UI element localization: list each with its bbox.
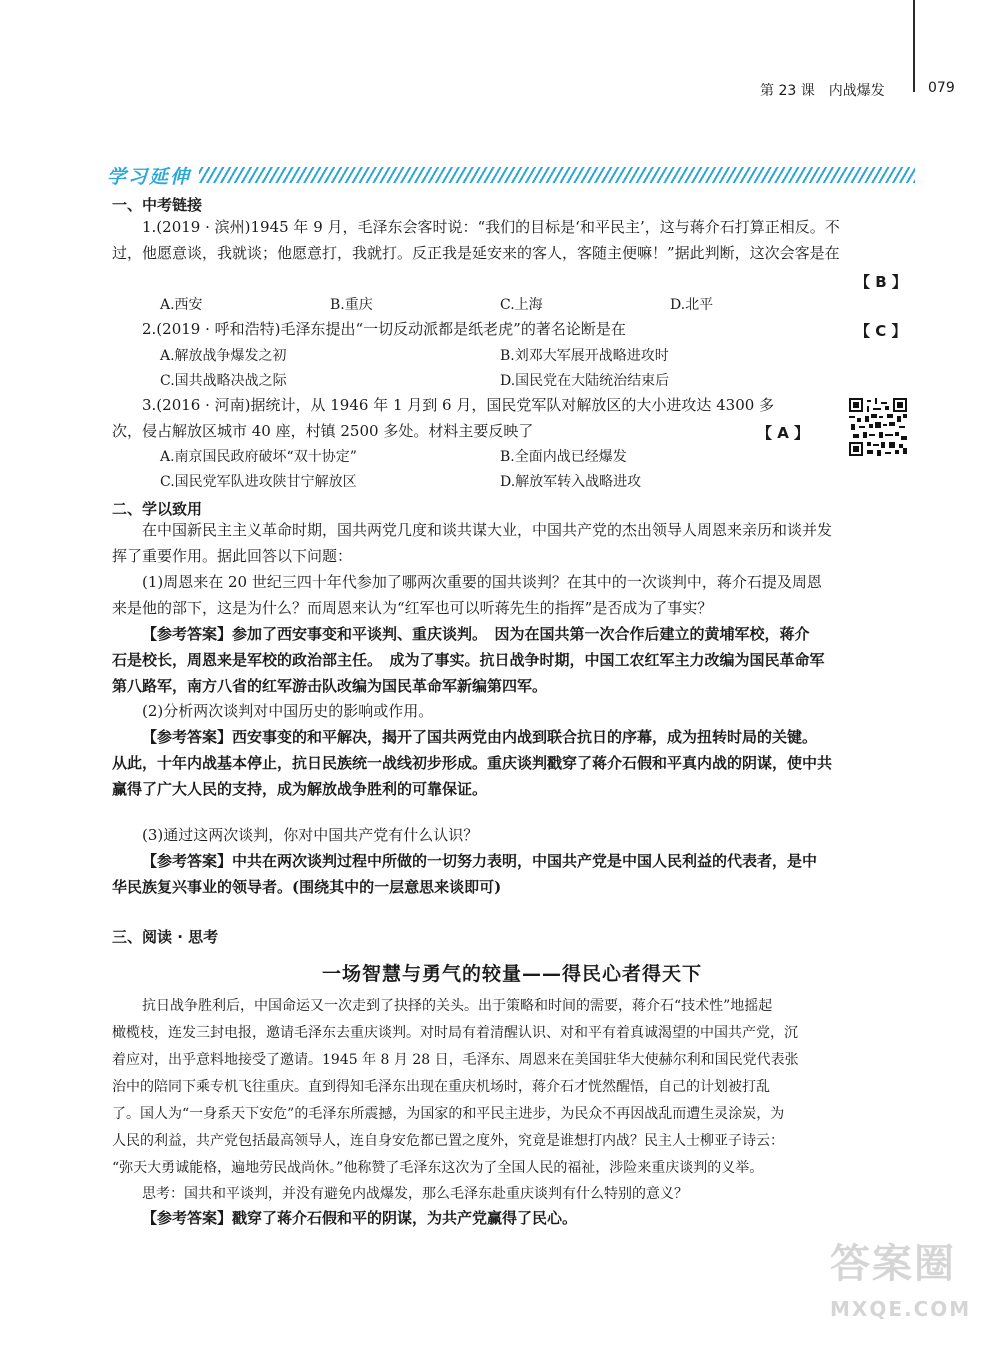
s2-answer2-line1: 【参考答案】西安事变的和平解决，揭开了国共两党由内战到联合抗日的序幕，成为扭转时局的关键。 <box>142 728 818 746</box>
q3-option-b: B.全面内战已经爆发 <box>500 449 627 465</box>
section2-heading: 二、学以致用 <box>112 500 203 518</box>
reading-line: 了。国人为“一身系天下安危”的毛泽东所震撼，为国家的和平民主进步，为民众不再因战乱而遭生灵涂炭，为 <box>112 1106 785 1122</box>
q1-line2: 过，他愿意谈，我就谈；他愿意打，我就打。反正我是延安来的客人，客随主便嘛！”据此判断，这次会客是在 <box>112 244 840 262</box>
reading-line: “弥天大勇诚能格，遍地劳民战尚休。”他称赞了毛泽东这次为了全国人民的福祉，涉险来重庆谈判的义举。 <box>112 1160 764 1176</box>
q2-option-c: C.国共战略决战之际 <box>160 373 287 389</box>
q1-option-d: D.北平 <box>670 297 714 313</box>
reading-think-question: 思考：国共和平谈判，并没有避免内战爆发，那么毛泽东赴重庆谈判有什么特别的意义？ <box>142 1186 688 1202</box>
s2-answer1-line2: 石是校长，周恩来是军校的政治部主任。 成为了事实。抗日战争时期，中国工农红军主力改编为国民革命军 <box>112 651 825 669</box>
q1-option-c: C.上海 <box>500 297 543 313</box>
s2-question1-line2: 来是他的部下，这是为什么？而周恩来认为“红军也可以听蒋先生的指挥”是否成为了事实？ <box>112 599 713 617</box>
section3-heading: 三、阅读 · 思考 <box>112 928 219 946</box>
q3-line1: 3.(2016 · 河南)据统计，从 1946 年 1 月到 6 月，国民党军队对解放区的大小进攻达 4300 多 <box>142 396 775 414</box>
s2-answer2-line2: 从此，十年内战基本停止，抗日民族统一战线初步形成。重庆谈判戳穿了蒋介石假和平真内战的阴谋，使中共 <box>112 754 833 772</box>
section-banner <box>107 163 915 187</box>
s2-question1-line1: (1)周恩来在 20 世纪三四十年代参加了哪两次重要的国共谈判？在其中的一次谈判中，蒋介石提及周恩 <box>142 573 822 591</box>
q1-line1: 1.(2019 · 滨州)1945 年 9 月，毛泽东会客时说：“我们的目标是‘和平民主’，这与蒋介石打算正相反。不 <box>142 218 840 236</box>
watermark-logo <box>830 1232 980 1342</box>
page-number: 079 <box>928 80 955 96</box>
watermark-logo-bottom: MXQE.COM <box>830 1297 972 1321</box>
q3-option-a: A.南京国民政府破坏“双十协定” <box>160 449 357 465</box>
s2-answer2-line3: 赢得了广大人民的支持，成为解放战争胜利的可靠保证。 <box>112 780 488 798</box>
q2-line1: 2.(2019 · 呼和浩特)毛泽东提出“一切反动派都是纸老虎”的著名论断是在 <box>142 320 626 338</box>
section1-heading: 一、中考链接 <box>112 196 203 214</box>
q3-option-d: D.解放军转入战略进攻 <box>500 474 642 490</box>
reading-line: 治中的陪同下乘专机飞往重庆。直到得知毛泽东出现在重庆机场时，蒋介石才恍然醒悟，自己的计划被打乱 <box>112 1079 770 1095</box>
q2-option-d: D.国民党在大陆统治结束后 <box>500 373 670 389</box>
section2-intro-line1: 在中国新民主主义革命时期，国共两党几度和谈共谋大业，中国共产党的杰出领导人周恩来亲历和谈并发 <box>142 521 833 539</box>
reading-answer: 【参考答案】戳穿了蒋介石假和平的阴谋，为共产党赢得了民心。 <box>142 1209 578 1227</box>
s2-answer3-line1: 【参考答案】中共在两次谈判过程中所做的一切努力表明，中国共产党是中国人民利益的代表者，是中 <box>142 852 818 870</box>
qr-code-icon[interactable] <box>849 398 907 456</box>
q1-option-b: B.重庆 <box>330 297 373 313</box>
lesson-title: 第 23 课 内战爆发 <box>760 83 885 99</box>
q3-answer: 【 A 】 <box>757 424 810 442</box>
reading-line: 抗日战争胜利后，中国命运又一次走到了抉择的关头。出于策略和时间的需要，蒋介石“技术性”地摇起 <box>142 998 773 1014</box>
s2-question2: (2)分析两次谈判对中国历史的影响或作用。 <box>142 702 434 720</box>
banner-hatch-decoration <box>199 167 915 183</box>
reading-line: 橄榄枝，连发三封电报，邀请毛泽东去重庆谈判。对时局有着清醒认识、对和平有着真诚渴望的中国共产党，沉 <box>112 1025 798 1041</box>
s2-question3: (3)通过这两次谈判，你对中国共产党有什么认识？ <box>142 826 479 844</box>
section2-intro-line2: 挥了重要作用。据此回答以下问题： <box>112 547 353 565</box>
banner-title: 学习延伸 <box>107 165 192 188</box>
reading-line: 人民的利益，共产党包括最高领导人，连自身安危都已置之度外，究竟是谁想打内战？民主人士柳亚子诗云： <box>112 1133 784 1149</box>
watermark-logo-top: 答案圈 <box>830 1241 956 1287</box>
q2-option-a: A.解放战争爆发之初 <box>160 348 287 364</box>
s2-answer3-line2: 华民族复兴事业的领导者。(围绕其中的一层意思来谈即可) <box>112 878 502 896</box>
q2-answer: 【 C 】 <box>855 322 907 340</box>
q3-line2: 次，侵占解放区城市 40 座，村镇 2500 多处。材料主要反映了 <box>112 422 534 440</box>
s2-answer1-line3: 第八路军，南方八省的红军游击队改编为国民革命军新编第四军。 <box>112 677 548 695</box>
q1-option-a: A.西安 <box>160 297 203 313</box>
reading-title: 一场智慧与勇气的较量——得民心者得天下 <box>322 963 703 985</box>
header-divider <box>913 0 915 92</box>
q1-answer: 【 B 】 <box>855 273 907 291</box>
reading-line: 着应对，出乎意料地接受了邀请。1945 年 8 月 28 日，毛泽东、周恩来在美国驻华大使赫尔利和国民党代表张 <box>112 1052 799 1068</box>
q3-option-c: C.国民党军队进攻陕甘宁解放区 <box>160 474 357 490</box>
q2-option-b: B.刘邓大军展开战略进攻时 <box>500 348 669 364</box>
s2-answer1-line1: 【参考答案】参加了西安事变和平谈判、重庆谈判。 因为在国共第一次合作后建立的黄埔军校，蒋介 <box>142 625 810 643</box>
